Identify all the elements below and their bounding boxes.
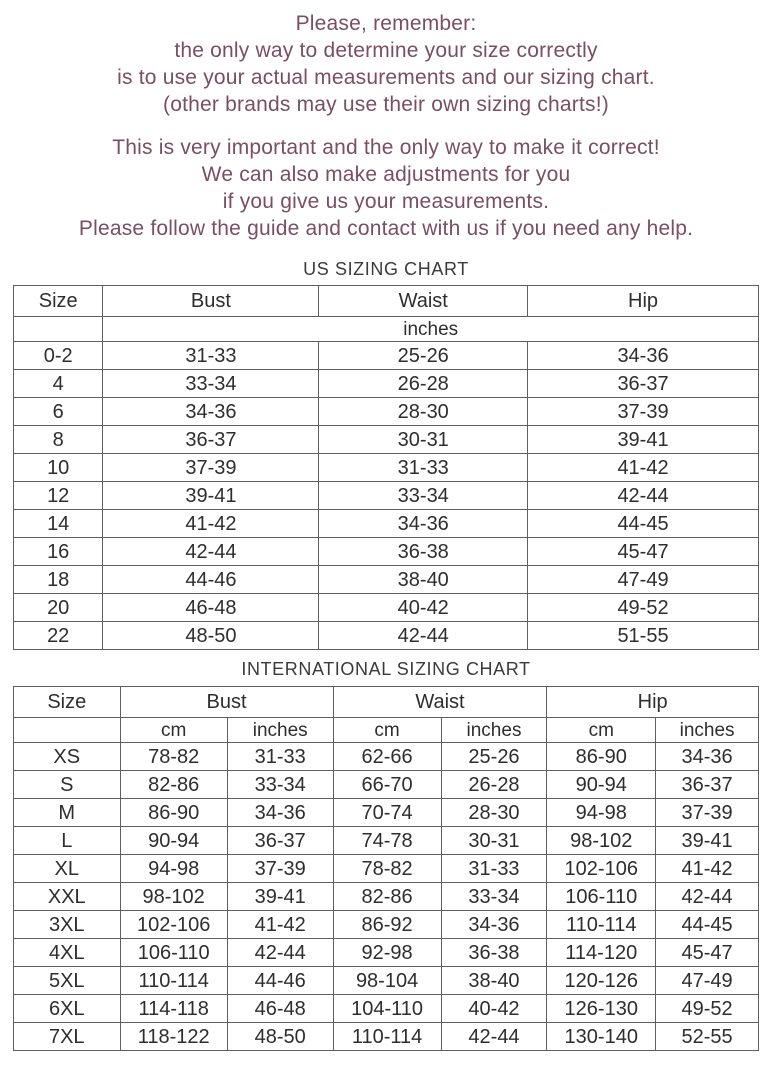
measurement-cell: 98-102 <box>547 827 656 855</box>
measurement-cell: 34-36 <box>227 799 333 827</box>
intl-table-body <box>14 743 759 1051</box>
measurement-cell: 106-110 <box>120 939 227 967</box>
measurement-cell: 34-36 <box>319 510 528 538</box>
table-row <box>14 911 759 939</box>
intro-line: the only way to determine your size correctly <box>174 39 598 62</box>
measurement-cell: 30-31 <box>441 827 547 855</box>
measurement-cell: 98-102 <box>120 883 227 911</box>
intl-unit-waist-cm: cm <box>333 718 441 743</box>
measurement-cell: 42-44 <box>319 622 528 650</box>
measurement-cell: 49-52 <box>656 995 759 1023</box>
table-row <box>14 426 759 454</box>
table-row <box>14 743 759 771</box>
size-cell: 4XL <box>14 939 121 967</box>
size-cell: 16 <box>14 538 103 566</box>
measurement-cell: 39-41 <box>103 482 319 510</box>
table-row <box>14 939 759 967</box>
measurement-cell: 102-106 <box>547 855 656 883</box>
size-cell: M <box>14 799 121 827</box>
empty-cell <box>14 317 103 342</box>
measurement-cell: 41-42 <box>103 510 319 538</box>
table-row <box>14 995 759 1023</box>
intl-unit-waist-inches: inches <box>441 718 547 743</box>
measurement-cell: 38-40 <box>319 566 528 594</box>
measurement-cell: 36-37 <box>656 771 759 799</box>
table-row <box>14 967 759 995</box>
measurement-cell: 39-41 <box>528 426 759 454</box>
measurement-cell: 47-49 <box>528 566 759 594</box>
measurement-cell: 110-114 <box>120 967 227 995</box>
measurement-cell: 62-66 <box>333 743 441 771</box>
size-cell: XXL <box>14 883 121 911</box>
measurement-cell: 49-52 <box>528 594 759 622</box>
measurement-cell: 42-44 <box>227 939 333 967</box>
table-row <box>14 1023 759 1051</box>
measurement-cell: 47-49 <box>656 967 759 995</box>
table-row <box>14 398 759 426</box>
size-cell: 6XL <box>14 995 121 1023</box>
intro-line: Please follow the guide and contact with us if you need any help. <box>78 217 694 240</box>
measurement-cell: 26-28 <box>441 771 547 799</box>
measurement-cell: 28-30 <box>441 799 547 827</box>
size-cell: 14 <box>14 510 103 538</box>
measurement-cell: 48-50 <box>227 1023 333 1051</box>
intl-header-row <box>14 687 759 718</box>
measurement-cell: 82-86 <box>120 771 227 799</box>
intl-unit-hip-cm: cm <box>547 718 656 743</box>
measurement-cell: 37-39 <box>528 398 759 426</box>
size-cell: 3XL <box>14 911 121 939</box>
intro-paragraph-1 <box>0 10 772 118</box>
table-row <box>14 510 759 538</box>
measurement-cell: 90-94 <box>547 771 656 799</box>
table-row <box>14 566 759 594</box>
measurement-cell: 44-46 <box>103 566 319 594</box>
measurement-cell: 25-26 <box>319 342 528 370</box>
measurement-cell: 114-120 <box>547 939 656 967</box>
intl-unit-bust-inches: inches <box>227 718 333 743</box>
intl-col-size: Size <box>14 687 121 718</box>
measurement-cell: 40-42 <box>441 995 547 1023</box>
size-cell: S <box>14 771 121 799</box>
size-cell: 6 <box>14 398 103 426</box>
measurement-cell: 30-31 <box>319 426 528 454</box>
table-row <box>14 855 759 883</box>
measurement-cell: 36-38 <box>441 939 547 967</box>
measurement-cell: 86-92 <box>333 911 441 939</box>
intro-paragraph-2 <box>0 134 772 242</box>
measurement-cell: 34-36 <box>528 342 759 370</box>
us-header-row <box>14 286 759 317</box>
intl-col-waist: Waist <box>333 687 547 718</box>
measurement-cell: 92-98 <box>333 939 441 967</box>
measurement-cell: 31-33 <box>227 743 333 771</box>
measurement-cell: 36-37 <box>103 426 319 454</box>
measurement-cell: 46-48 <box>227 995 333 1023</box>
measurement-cell: 42-44 <box>656 883 759 911</box>
measurement-cell: 28-30 <box>319 398 528 426</box>
measurement-cell: 74-78 <box>333 827 441 855</box>
measurement-cell: 78-82 <box>120 743 227 771</box>
measurement-cell: 34-36 <box>103 398 319 426</box>
empty-cell <box>14 718 121 743</box>
intl-unit-row <box>14 718 759 743</box>
intl-col-bust: Bust <box>120 687 333 718</box>
size-cell: 4 <box>14 370 103 398</box>
size-cell: 5XL <box>14 967 121 995</box>
intl-col-hip: Hip <box>547 687 759 718</box>
measurement-cell: 42-44 <box>103 538 319 566</box>
measurement-cell: 38-40 <box>441 967 547 995</box>
us-col-waist: Waist <box>319 286 528 317</box>
intl-chart-title: INTERNATIONAL SIZING CHART <box>241 659 531 679</box>
measurement-cell: 42-44 <box>528 482 759 510</box>
intro-line: (other brands may use their own sizing charts!) <box>163 93 609 116</box>
size-cell: 10 <box>14 454 103 482</box>
intl-unit-bust-cm: cm <box>120 718 227 743</box>
measurement-cell: 94-98 <box>547 799 656 827</box>
table-row <box>14 883 759 911</box>
us-unit-row <box>14 317 759 342</box>
measurement-cell: 40-42 <box>319 594 528 622</box>
measurement-cell: 70-74 <box>333 799 441 827</box>
measurement-cell: 39-41 <box>656 827 759 855</box>
measurement-cell: 42-44 <box>441 1023 547 1051</box>
measurement-cell: 130-140 <box>547 1023 656 1051</box>
measurement-cell: 41-42 <box>227 911 333 939</box>
intro-line: Please, remember: <box>295 12 477 35</box>
measurement-cell: 120-126 <box>547 967 656 995</box>
table-row <box>14 482 759 510</box>
measurement-cell: 26-28 <box>319 370 528 398</box>
measurement-cell: 33-34 <box>227 771 333 799</box>
measurement-cell: 51-55 <box>528 622 759 650</box>
size-cell: L <box>14 827 121 855</box>
size-cell: 18 <box>14 566 103 594</box>
size-cell: 0-2 <box>14 342 103 370</box>
measurement-cell: 36-37 <box>528 370 759 398</box>
size-cell: XL <box>14 855 121 883</box>
measurement-cell: 46-48 <box>103 594 319 622</box>
measurement-cell: 86-90 <box>120 799 227 827</box>
measurement-cell: 36-37 <box>227 827 333 855</box>
measurement-cell: 45-47 <box>528 538 759 566</box>
intro-line: if you give us your measurements. <box>222 190 550 213</box>
measurement-cell: 90-94 <box>120 827 227 855</box>
measurement-cell: 86-90 <box>547 743 656 771</box>
table-row <box>14 454 759 482</box>
size-cell: 20 <box>14 594 103 622</box>
measurement-cell: 34-36 <box>656 743 759 771</box>
measurement-cell: 98-104 <box>333 967 441 995</box>
measurement-cell: 45-47 <box>656 939 759 967</box>
measurement-cell: 39-41 <box>227 883 333 911</box>
size-cell: 12 <box>14 482 103 510</box>
measurement-cell: 94-98 <box>120 855 227 883</box>
measurement-cell: 106-110 <box>547 883 656 911</box>
measurement-cell: 48-50 <box>103 622 319 650</box>
measurement-cell: 102-106 <box>120 911 227 939</box>
intro-line: We can also make adjustments for you <box>201 163 571 186</box>
measurement-cell: 126-130 <box>547 995 656 1023</box>
us-chart-title: US SIZING CHART <box>303 259 469 279</box>
measurement-cell: 37-39 <box>227 855 333 883</box>
measurement-cell: 33-34 <box>103 370 319 398</box>
measurement-cell: 31-33 <box>441 855 547 883</box>
table-row <box>14 370 759 398</box>
measurement-cell: 36-38 <box>319 538 528 566</box>
measurement-cell: 41-42 <box>656 855 759 883</box>
intl-unit-hip-inches: inches <box>656 718 759 743</box>
intro-line: This is very important and the only way to make it correct! <box>112 136 660 159</box>
measurement-cell: 34-36 <box>441 911 547 939</box>
measurement-cell: 104-110 <box>333 995 441 1023</box>
measurement-cell: 37-39 <box>103 454 319 482</box>
measurement-cell: 31-33 <box>103 342 319 370</box>
measurement-cell: 52-55 <box>656 1023 759 1051</box>
measurement-cell: 31-33 <box>319 454 528 482</box>
measurement-cell: 110-114 <box>547 911 656 939</box>
us-col-size: Size <box>14 286 103 317</box>
table-row <box>14 594 759 622</box>
us-col-hip: Hip <box>528 286 759 317</box>
size-cell: 8 <box>14 426 103 454</box>
measurement-cell: 41-42 <box>528 454 759 482</box>
table-row <box>14 799 759 827</box>
measurement-cell: 118-122 <box>120 1023 227 1051</box>
us-unit-label: inches <box>103 317 759 342</box>
table-row <box>14 827 759 855</box>
measurement-cell: 33-34 <box>441 883 547 911</box>
intl-sizing-table <box>13 686 759 1051</box>
measurement-cell: 114-118 <box>120 995 227 1023</box>
measurement-cell: 110-114 <box>333 1023 441 1051</box>
measurement-cell: 44-45 <box>656 911 759 939</box>
size-cell: 22 <box>14 622 103 650</box>
table-row <box>14 538 759 566</box>
measurement-cell: 37-39 <box>656 799 759 827</box>
intro-line: is to use your actual measurements and our sizing chart. <box>117 66 655 89</box>
measurement-cell: 25-26 <box>441 743 547 771</box>
measurement-cell: 44-46 <box>227 967 333 995</box>
table-row <box>14 622 759 650</box>
size-cell: XS <box>14 743 121 771</box>
us-sizing-table <box>13 285 759 650</box>
us-table-body <box>14 342 759 650</box>
measurement-cell: 33-34 <box>319 482 528 510</box>
table-row <box>14 342 759 370</box>
table-row <box>14 771 759 799</box>
measurement-cell: 78-82 <box>333 855 441 883</box>
size-cell: 7XL <box>14 1023 121 1051</box>
us-col-bust: Bust <box>103 286 319 317</box>
measurement-cell: 82-86 <box>333 883 441 911</box>
intro-text <box>0 10 772 242</box>
measurement-cell: 66-70 <box>333 771 441 799</box>
measurement-cell: 44-45 <box>528 510 759 538</box>
